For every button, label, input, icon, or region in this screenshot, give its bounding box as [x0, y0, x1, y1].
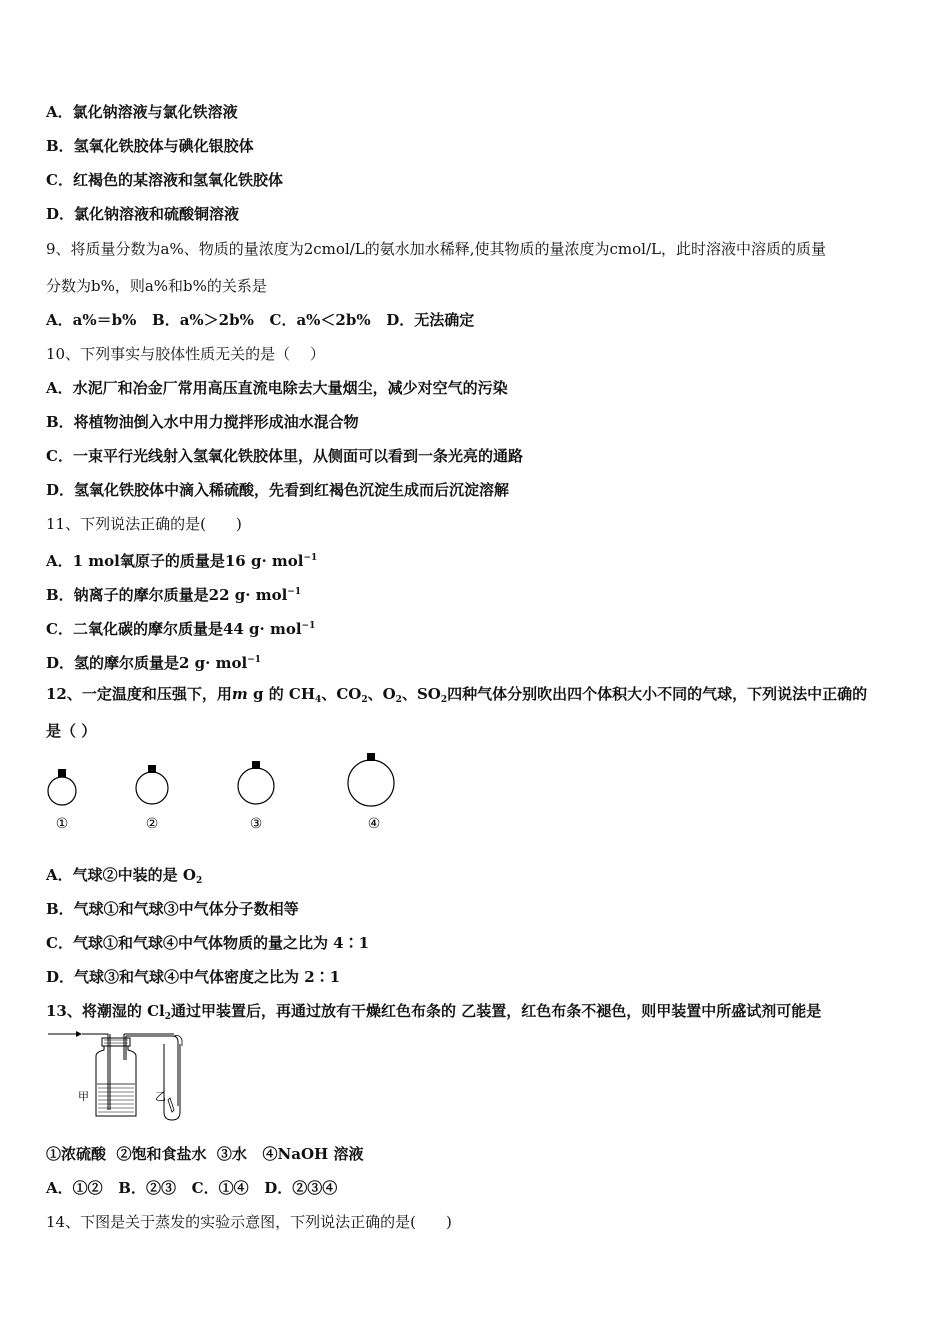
- q12-option-c: C．气球①和气球④中气体物质的量之比为 4∶1: [46, 934, 370, 952]
- q8-option-a: A．氯化钠溶液与氯化铁溶液: [46, 103, 238, 121]
- q11-option-a: A．1 mol氧原子的质量是16 g· mol$^{-1}$: [46, 552, 318, 570]
- q11-option-c: C．二氧化碳的摩尔质量是44 g· mol$^{-1}$: [46, 620, 316, 638]
- q8-option-c: C．红褐色的某溶液和氢氧化铁胶体: [46, 171, 283, 189]
- q10-stem: 10、下列事实与胶体性质无关的是（ ）: [46, 345, 325, 363]
- q12-option-a: A．气球②中装的是 $O_2$: [46, 866, 203, 886]
- balloon-figure: [40, 750, 420, 838]
- wash-bottle: [82, 1034, 174, 1116]
- q10-option-a: A．水泥厂和冶金厂常用高压直流电除去大量烟尘，减少对空气的污染: [46, 379, 508, 397]
- balloon-3: [238, 761, 274, 804]
- q13-options: A．①② B．②③ C．①④ D．②③④: [46, 1179, 338, 1197]
- label-jia: 甲: [78, 1090, 89, 1103]
- q13-reagents: ①浓硫酸 ②饱和食盐水 ③水 ④NaOH 溶液: [46, 1145, 364, 1163]
- q11-option-b: B．钠离子的摩尔质量是22 g· mol$^{-1}$: [46, 586, 302, 604]
- balloon-1: [48, 769, 76, 805]
- q12-stem-line-2: 是（ ）: [46, 722, 97, 740]
- q8-option-b: B．氢氧化铁胶体与碘化银胶体: [46, 137, 254, 155]
- test-tube: [164, 1036, 182, 1121]
- balloon-label-1: ①: [55, 816, 69, 832]
- q10-option-d: D．氢氧化铁胶体中滴入稀硫酸，先看到红褐色沉淀生成而后沉淀溶解: [46, 481, 510, 499]
- q12-option-d: D．气球③和气球④中气体密度之比为 2∶1: [46, 968, 341, 986]
- arrow-head-icon: [76, 1031, 82, 1037]
- q14-stem: 14、下图是关于蒸发的实验示意图，下列说法正确的是( ): [46, 1213, 452, 1231]
- q13-stem: 13、将潮湿的 $Cl_2$通过甲装置后，再通过放有干燥红色布条的 乙装置，红色布条不褪色，则甲装置中所盛试剂可能是: [46, 1002, 822, 1022]
- q10-option-c: C．一束平行光线射入氢氧化铁胶体里，从侧面可以看到一条光亮的通路: [46, 447, 523, 465]
- balloon-label-3: ③: [249, 816, 263, 832]
- q12-option-b: B．气球①和气球③中气体分子数相等: [46, 900, 299, 918]
- label-yi: 乙: [155, 1090, 166, 1103]
- balloon-2: [136, 765, 168, 804]
- balloon-label-2: ②: [145, 816, 159, 832]
- balloon-4: [348, 753, 394, 806]
- red-cloth-strip: [168, 1098, 174, 1112]
- q9-stem-line-1: 9、将质量分数为a%、物质的量浓度为2cmol/L的氨水加水稀释,使其物质的量浓度为cmol/L，此时溶液中溶质的质量: [46, 240, 826, 258]
- q10-option-b: B．将植物油倒入水中用力搅拌形成油水混合物: [46, 413, 359, 431]
- q8-option-d: D．氯化钠溶液和硫酸铜溶液: [46, 205, 240, 223]
- q12-stem-line-1: 12、一定温度和压强下，用m g 的 $CH_4$、$CO_2$、$O_2$、$SO_2$四种气体分别吹出四个体积大小不同的气球，下列说法中正确的: [46, 685, 868, 705]
- q11-option-d: D．氢的摩尔质量是2 g· mol$^{-1}$: [46, 654, 261, 672]
- q9-stem-line-2: 分数为b%，则a%和b%的关系是: [46, 277, 267, 295]
- q9-options: A．a%＝b% B．a%＞2b% C．a%＜2b% D．无法确定: [46, 311, 475, 329]
- q11-stem: 11、下列说法正确的是( ): [46, 515, 242, 533]
- apparatus-figure: [44, 1026, 204, 1122]
- balloon-label-4: ④: [367, 816, 381, 832]
